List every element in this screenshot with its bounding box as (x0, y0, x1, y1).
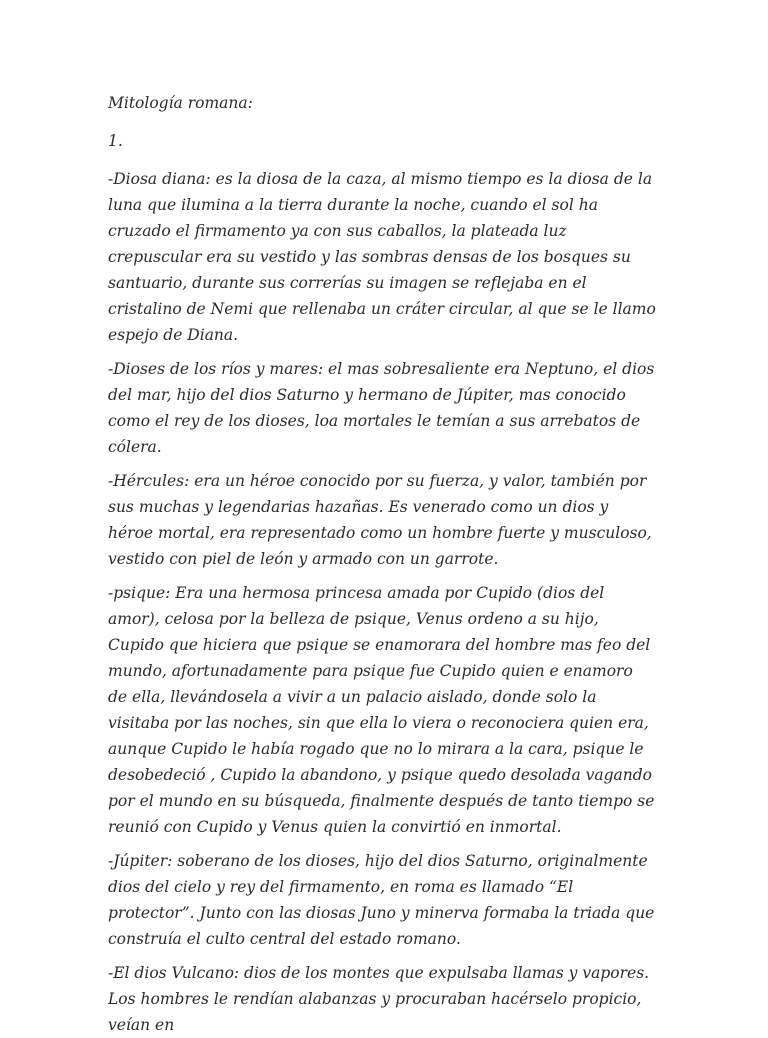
document-title: Mitología romana: (108, 94, 253, 112)
paragraph-neptuno: -Dioses de los ríos y mares: el mas sobresaliente era Neptuno, el dios del mar, hijo del dios Saturno y hermano de Júpiter, mas conocido como el rey de los dioses, loa mortales le temían a sus arrebatos de cólera. (108, 360, 655, 456)
paragraph-hercules: -Hércules: era un héroe conocido por su fuerza, y valor, también por sus muchas y legendarias hazañas. Es venerado como un dios y héroe mortal, era representado como un hombre fuerte y musculoso, vestido con piel de león y armado con un garrote. (108, 472, 652, 568)
paragraph-vulcano: -El dios Vulcano: dios de los montes que expulsaba llamas y vapores. Los hombres le rendían alabanzas y procuraban hacérselo propicio, veían en (108, 964, 650, 1034)
paragraph-psique: -psique: Era una hermosa princesa amada por Cupido (dios del amor), celosa por la belleza de psique, Venus ordeno a su hijo, Cupido que hiciera que psique se enamorara del hombre mas feo del mundo, afortunadamente para psique fue Cupido quien e enamoro de ella, llevándosela a vivir a un palacio aislado, donde solo la visitaba por las noches, sin que ella lo viera o reconociera quien era, aunque Cupido le había rogado que no lo mirara a la cara, psique le desobedeció , Cupido la abandono, y psique quedo desolada vagando por el mundo en su búsqueda, finalmente después de tanto tiempo se reunió con Cupido y Venus quien la convirtió en inmortal. (108, 584, 655, 836)
paragraph-jupiter: -Júpiter: soberano de los dioses, hijo del dios Saturno, originalmente dios del cielo y rey del firmamento, en roma es llamado “El protector”. Junto con las diosas Juno y minerva formaba la triada que construía el culto central del estado romano. (108, 852, 655, 948)
section-number: 1. (108, 132, 123, 150)
paragraph-diana: -Diosa diana: es la diosa de la caza, al mismo tiempo es la diosa de la luna que ilumina a la tierra durante la noche, cuando el sol ha cruzado el firmamento ya con sus caballos, la plateada luz crepuscular era su vestido y las sombras densas de los bosques su santuario, durante sus correrías su imagen se reflejaba en el cristalino de Nemi que rellenaba un cráter circular, al que se le llamo espejo de Diana. (108, 170, 656, 344)
document-body (108, 90, 656, 1038)
